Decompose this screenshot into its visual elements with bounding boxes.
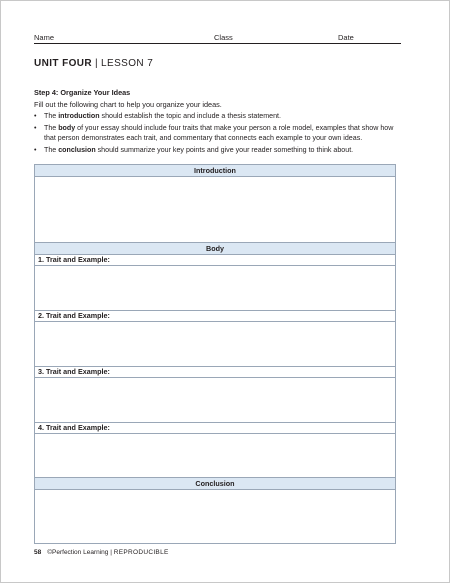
trait-4-label: 4. Trait and Example: [35, 423, 395, 434]
list-item [34, 112, 402, 121]
instruction-list [34, 112, 402, 159]
list-item [34, 124, 402, 143]
student-info-header [34, 34, 401, 44]
step-instruction: Fill out the following chart to help you organize your ideas. [34, 100, 222, 109]
unit-lesson-title [34, 58, 153, 69]
bullet-text: The [44, 146, 59, 155]
organizer-chart [34, 164, 396, 544]
date-label: Date [338, 33, 354, 42]
page-number: 58 [34, 549, 42, 556]
trait-2-label: 2. Trait and Example: [35, 311, 395, 322]
bullet-text: should summarize your key points and give your reader something to think about. [95, 146, 354, 155]
bullet-text: of your essay should include four traits that make your person a role model, examples that show how that person demonstrates each trait, and commentary that connects each example to your own ideas. [44, 124, 394, 142]
class-label: Class [214, 33, 233, 42]
trait-4-writing-area[interactable] [35, 434, 395, 478]
footer-separator: | [110, 549, 112, 556]
introduction-header: Introduction [35, 165, 395, 177]
trait-3-label: 3. Trait and Example: [35, 367, 395, 378]
publisher-credit: ©Perfection Learning [47, 549, 109, 556]
bullet-icon: • [34, 124, 37, 133]
conclusion-header: Conclusion [35, 478, 395, 490]
bullet-text: should establish the topic and include a thesis statement. [99, 112, 281, 120]
body-header: Body [35, 243, 395, 255]
bullet-icon: • [34, 146, 37, 155]
trait-3-writing-area[interactable] [35, 378, 395, 423]
unit-separator: | [95, 58, 99, 69]
name-label: Name [34, 33, 55, 42]
bullet-keyword: body [58, 124, 76, 133]
step-title: Step 4: Organize Your Ideas [34, 88, 131, 97]
bullet-keyword: conclusion [58, 146, 96, 155]
conclusion-writing-area[interactable] [35, 490, 395, 543]
bullet-icon: • [34, 112, 37, 120]
reproducible-label: REPRODUCIBLE [113, 549, 169, 556]
list-item [34, 146, 402, 155]
lesson-label: LESSON 7 [101, 58, 154, 69]
trait-2-writing-area[interactable] [35, 322, 395, 367]
trait-1-writing-area[interactable] [35, 266, 395, 311]
trait-1-label: 1. Trait and Example: [35, 255, 395, 266]
introduction-writing-area[interactable] [35, 177, 395, 243]
bullet-keyword: introduction [58, 112, 100, 120]
bullet-text: The [44, 112, 59, 120]
bullet-text: The [44, 124, 59, 133]
unit-label: UNIT FOUR [34, 58, 93, 69]
page-footer [34, 549, 169, 556]
